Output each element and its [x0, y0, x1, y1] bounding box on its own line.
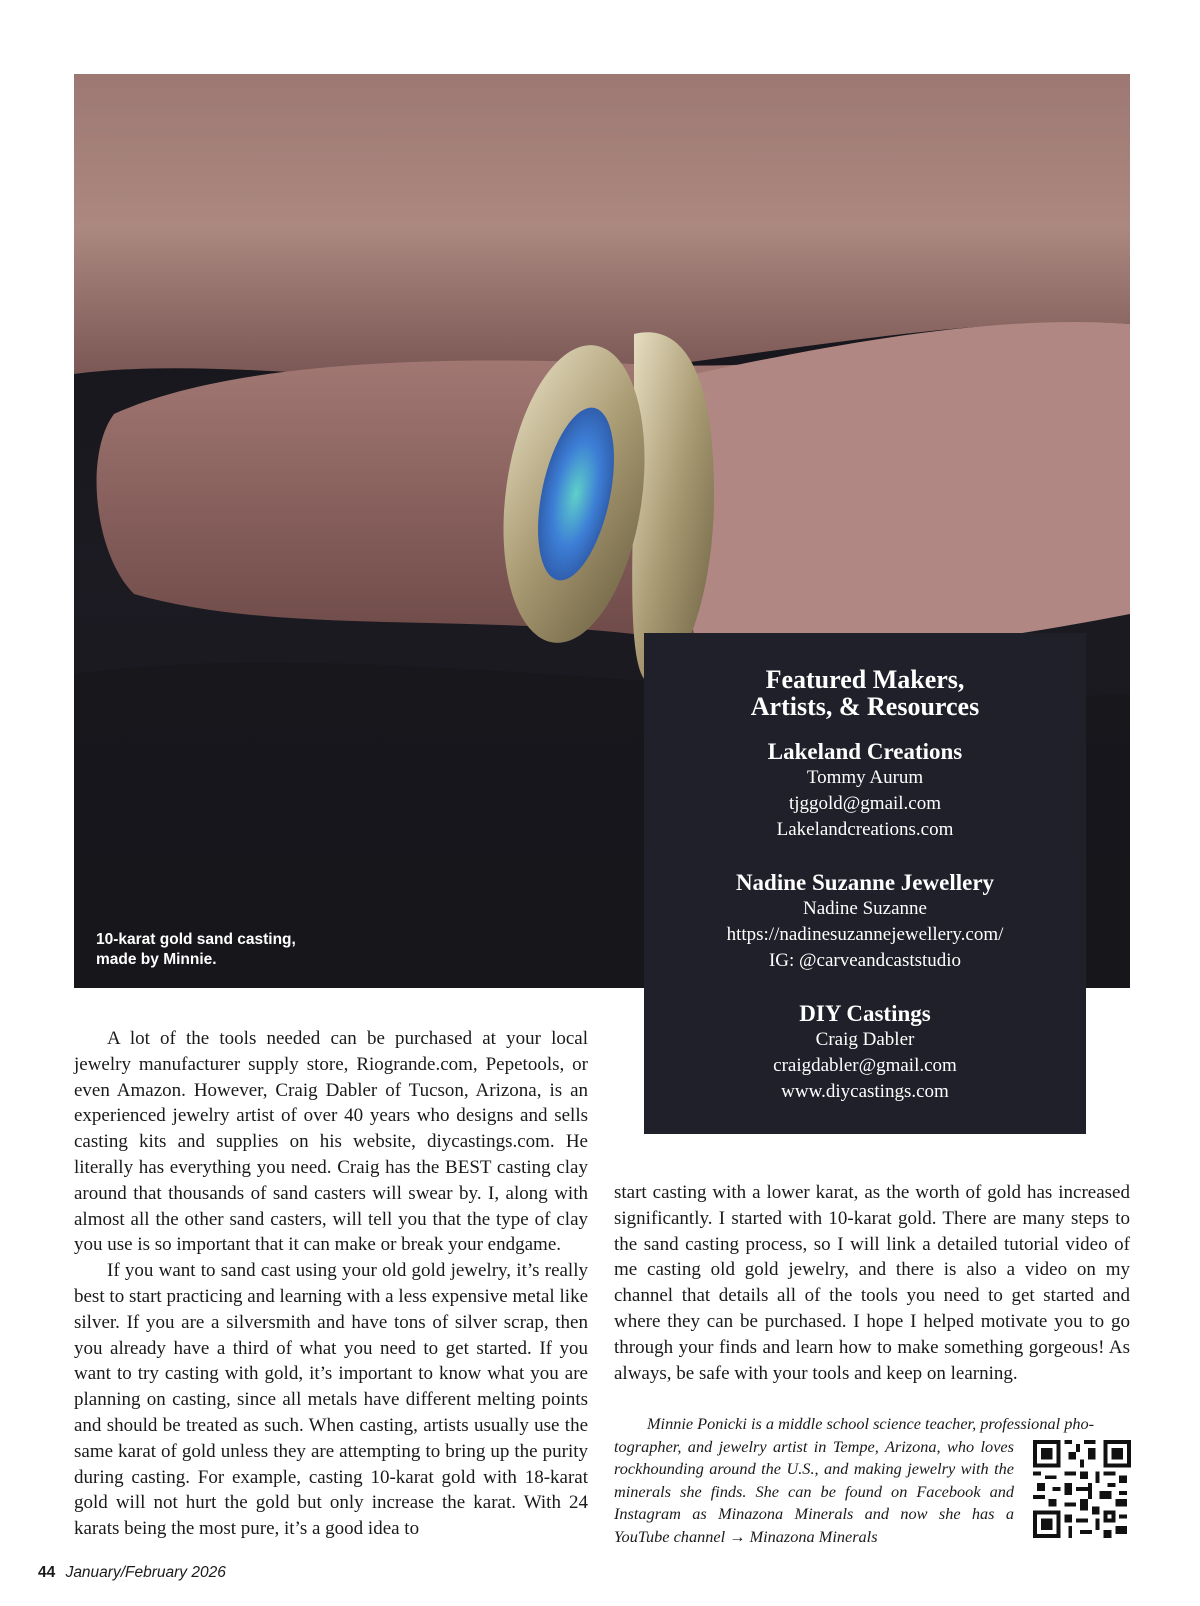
- maker-website: www.diycastings.com: [781, 1081, 949, 1102]
- issue-date: January/February 2026: [65, 1564, 226, 1581]
- maker-lakeland-creations: [644, 738, 1086, 843]
- caption-line-2: made by Minnie.: [96, 951, 217, 968]
- arrow-right-icon: →: [729, 1526, 746, 1546]
- qr-code-icon[interactable]: [1033, 1440, 1131, 1538]
- caption-line-1: 10-karat gold sand casting,: [96, 931, 296, 948]
- bio-text-wrap: [614, 1436, 1014, 1549]
- maker-nadine-suzanne-jewellery: [644, 869, 1086, 974]
- page-footer: [38, 1564, 226, 1582]
- featured-makers-title: [644, 666, 1086, 720]
- bio-channel-name: Minazona Minerals: [749, 1526, 878, 1546]
- maker-contact-person: Nadine Suzanne: [803, 898, 927, 919]
- article-paragraph-1: A lot of the tools needed can be purchased at your local jewelry manufacturer supply store, Riogrande.com, Pepetools, or even Amazon. However, Craig Dabler of Tucson, Arizona, is an experienced jewelry artist of over 40 years who designs and sells casting kits and supplies on his website, diycastings.com. He literally has everything you need. Craig has the BEST casting clay around that thousands of sand casters will swear by. I, along with almost all the other sand casters, will tell you that the type of clay you use is so important that it can make or break your endgame.: [74, 1028, 588, 1256]
- maker-email: tjggold@gmail.com: [788, 793, 942, 814]
- featured-makers-box: [644, 633, 1086, 1134]
- title-line-2: Artists, & Resources: [750, 692, 980, 721]
- page-number: 44: [38, 1564, 56, 1581]
- photo-caption: [96, 930, 296, 970]
- article-column-left: [74, 1026, 588, 1542]
- title-line-1: Featured Makers,: [765, 665, 965, 694]
- article-paragraph-2: If you want to sand cast using your old gold jewelry, it’s really best to start practicing and learning with a less expensive metal like silver. If you are a silversmith and have tons of silver scrap, then you already have a third of what you need to get started. If you want to try casting with gold, it’s important to know what you are planning on casting, since all metals have different melting points and should be treated as such. When casting, artists usually use the same karat of gold unless they are attempting to bring up the purity during casting. For example, casting 10-karat gold with 18-karat gold will not hurt the gold but only increase the karat. With 24 karats being the most pure, it’s a good idea to: [74, 1260, 588, 1540]
- maker-name: Lakeland Creations: [767, 739, 963, 764]
- maker-website: Lakelandcreations.com: [776, 819, 954, 840]
- maker-diy-castings: [644, 1000, 1086, 1105]
- maker-name: Nadine Suzanne Jewellery: [735, 870, 995, 895]
- article-paragraph-3: start casting with a lower karat, as the worth of gold has increased significantly. I started with 10-karat gold. There are many steps to the sand casting process, so I will link a detailed tutorial video of me casting old gold jewelry, and there is also a video on my channel that details all of the tools you need to get started and where they can be purchased. I hope I helped motivate you to go through your finds and learn how to make something gorgeous! As always, be safe with your tools and keep on learning.: [614, 1182, 1130, 1384]
- bio-first-line: Minnie Ponicki is a middle school science teacher, professional pho-: [647, 1414, 1095, 1433]
- bio-text: tographer, and jewelry artist in Tempe, Arizona, who loves rockhounding around the U.S., and making jewelry with the minerals she finds. She can be found on Facebook and Instagram as Minazona Minerals and now she has a YouTube channel: [614, 1436, 1014, 1546]
- maker-contact-person: Craig Dabler: [815, 1029, 915, 1050]
- maker-website: https://nadinesuzannejewellery.com/: [726, 924, 1004, 945]
- maker-instagram: IG: @carveandcaststudio: [768, 950, 962, 971]
- article-column-right: [614, 1180, 1130, 1386]
- maker-contact-person: Tommy Aurum: [806, 767, 924, 788]
- maker-name: DIY Castings: [799, 1001, 931, 1026]
- maker-email: craigdabler@gmail.com: [773, 1055, 957, 1076]
